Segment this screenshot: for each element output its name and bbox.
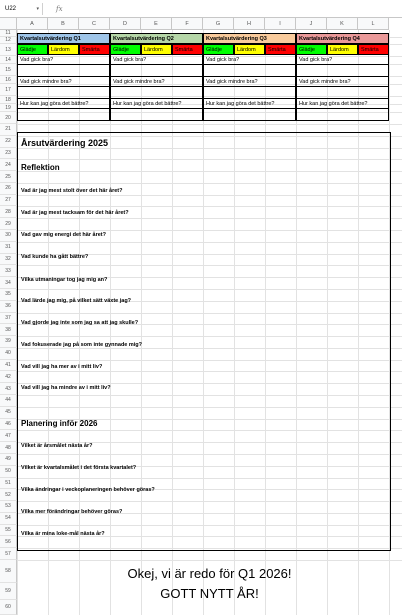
row-header[interactable]: 26 [0, 183, 17, 195]
row-header[interactable]: 13 [0, 44, 17, 56]
quarter-question-good[interactable]: Vad gick bra? [110, 55, 203, 65]
row-header[interactable]: 40 [0, 348, 17, 360]
quarter-title[interactable]: Kvartalsutvärdering Q2 [110, 33, 203, 44]
column-header[interactable]: C [79, 18, 110, 30]
row-header[interactable]: 43 [0, 383, 17, 395]
column-header[interactable]: L [358, 18, 389, 30]
row-header[interactable]: 19 [0, 104, 17, 112]
row-header[interactable]: 28 [0, 206, 17, 218]
closing-line-2: GOTT NYTT ÅR! [160, 586, 259, 601]
row-header[interactable]: 23 [0, 148, 17, 160]
row-header[interactable]: 59 [0, 583, 17, 600]
reflection-question[interactable]: Vilka utmaningar tog jag mig an? [21, 277, 108, 283]
row-header[interactable]: 50 [0, 466, 17, 478]
column-header[interactable]: H [234, 18, 265, 30]
fx-icon: fx [56, 5, 63, 13]
row-header[interactable]: 29 [0, 218, 17, 230]
row-header[interactable]: 18 [0, 96, 17, 104]
row-header[interactable]: 22 [0, 136, 17, 148]
row-header[interactable]: 53 [0, 501, 17, 513]
quarter-answer-cell[interactable] [296, 87, 389, 99]
row-header[interactable]: 39 [0, 336, 17, 348]
column-header[interactable]: G [203, 18, 234, 30]
row-header[interactable]: 41 [0, 360, 17, 372]
gridline [17, 124, 402, 125]
reflection-question[interactable]: Vad gjorde jag inte som jag sa att jag skulle? [21, 320, 139, 326]
planning-question[interactable]: Vilka mer förändringar behöver göras? [21, 509, 123, 515]
column-header[interactable]: F [172, 18, 203, 30]
quarter-question-less[interactable]: Vad gick mindre bra? [203, 77, 296, 87]
row-header[interactable]: 42 [0, 371, 17, 383]
badge-gladje[interactable]: Glädje [296, 44, 327, 55]
quarter-answer-cell[interactable] [17, 65, 110, 77]
badge-smarta[interactable]: Smärta [358, 44, 389, 55]
column-header[interactable]: J [296, 18, 327, 30]
quarter-question-better[interactable]: Hur kan jag göra det bättre? [110, 99, 203, 109]
row-header[interactable]: 30 [0, 230, 17, 242]
quarter-question-less[interactable]: Vad gick mindre bra? [110, 77, 203, 87]
row-header[interactable]: 46 [0, 419, 17, 431]
quarter-answer-cell[interactable] [203, 65, 296, 77]
planning-question[interactable]: Vilket är årsmålet nästa år? [21, 443, 93, 449]
row-header[interactable]: 32 [0, 254, 17, 266]
column-header[interactable]: I [265, 18, 296, 30]
name-box[interactable]: U22 ▾ [3, 3, 43, 15]
reflection-question[interactable]: Vad vill jag ha mindre av i mitt liv? [21, 385, 111, 391]
formula-bar [0, 0, 402, 18]
gridline [17, 560, 402, 561]
row-header[interactable]: 51 [0, 478, 17, 490]
row-header[interactable]: 58 [0, 560, 17, 583]
row-header[interactable]: 37 [0, 313, 17, 325]
reflection-question[interactable]: Vad gav mig energi det här året? [21, 232, 106, 238]
row-header[interactable]: 56 [0, 536, 17, 548]
column-header[interactable]: E [141, 18, 172, 30]
row-header[interactable]: 34 [0, 277, 17, 289]
quarter-question-better[interactable]: Hur kan jag göra det bättre? [203, 99, 296, 109]
row-header[interactable]: 11 [0, 30, 17, 37]
row-header[interactable]: 20 [0, 112, 17, 124]
row-header[interactable]: 21 [0, 124, 17, 136]
reflection-question[interactable]: Vad är jag mest tacksam för det här året? [21, 210, 129, 216]
quarter-answer-cell[interactable] [110, 87, 203, 99]
row-header[interactable]: 48 [0, 442, 17, 454]
reflection-question[interactable]: Vad är jag mest stolt över det här året? [21, 188, 123, 194]
row-header[interactable]: 44 [0, 395, 17, 407]
quarter-answer-cell[interactable] [203, 87, 296, 99]
row-header[interactable]: 12 [0, 37, 17, 44]
row-header[interactable]: 24 [0, 159, 17, 171]
badge-lardom[interactable]: Lärdom [48, 44, 79, 55]
badge-smarta[interactable]: Smärta [79, 44, 110, 55]
quarter-answer-cell[interactable] [17, 109, 110, 121]
row-header[interactable]: 49 [0, 454, 17, 466]
annual-title: Årsutvärdering 2025 [21, 138, 109, 148]
quarter-answer-cell[interactable] [17, 87, 110, 99]
quarter-title[interactable]: Kvartalsutvärdering Q4 [296, 33, 389, 44]
quarter-question-better[interactable]: Hur kan jag göra det bättre? [296, 99, 389, 109]
chevron-down-icon[interactable]: ▾ [36, 6, 39, 12]
row-header[interactable]: 52 [0, 489, 17, 501]
badge-smarta[interactable]: Smärta [172, 44, 203, 55]
planning-title: Planering inför 2026 [21, 419, 98, 428]
row-header[interactable]: 31 [0, 242, 17, 254]
select-all-corner[interactable] [0, 18, 17, 30]
planning-question[interactable]: Vilka är mina loke-mål nästa år? [21, 531, 105, 537]
reflection-question[interactable]: Vad kunde ha gått bättre? [21, 254, 89, 260]
column-header[interactable]: B [48, 18, 79, 30]
row-header[interactable]: 47 [0, 430, 17, 442]
quarter-question-less[interactable]: Vad gick mindre bra? [17, 77, 110, 87]
quarter-answer-cell[interactable] [203, 109, 296, 121]
row-header[interactable]: 45 [0, 407, 17, 419]
quarter-answer-cell[interactable] [296, 109, 389, 121]
quarter-question-good[interactable]: Vad gick bra? [203, 55, 296, 65]
row-header[interactable]: 55 [0, 525, 17, 537]
quarter-question-better[interactable]: Hur kan jag göra det bättre? [17, 99, 110, 109]
badge-lardom[interactable]: Lärdom [327, 44, 358, 55]
column-header[interactable]: A [17, 18, 48, 30]
reflection-question[interactable]: Vad vill jag ha mer av i mitt liv? [21, 364, 103, 370]
quarter-title[interactable]: Kvartalsutvärdering Q1 [17, 33, 110, 44]
quarter-answer-cell[interactable] [110, 109, 203, 121]
badge-gladje[interactable]: Glädje [110, 44, 141, 55]
badge-lardom[interactable]: Lärdom [141, 44, 172, 55]
quarter-answer-cell[interactable] [296, 65, 389, 77]
reflection-title: Reflektion [21, 163, 60, 172]
badge-smarta[interactable]: Smärta [265, 44, 296, 55]
row-header[interactable]: 57 [0, 548, 17, 560]
row-header[interactable]: 25 [0, 171, 17, 183]
row-header[interactable]: 14 [0, 56, 17, 64]
row-header[interactable]: 54 [0, 513, 17, 525]
row-header[interactable]: 38 [0, 324, 17, 336]
row-header[interactable]: 17 [0, 84, 17, 96]
quarter-answer-cell[interactable] [110, 65, 203, 77]
row-header[interactable]: 36 [0, 301, 17, 313]
reflection-question[interactable]: Vad lärde jag mig, på vilket sätt växte jag? [21, 298, 132, 304]
row-header[interactable]: 35 [0, 289, 17, 301]
reflection-question[interactable]: Vad fokuserade jag på som inte gynnade mig? [21, 342, 143, 348]
row-header[interactable]: 27 [0, 195, 17, 207]
quarter-question-good[interactable]: Vad gick bra? [17, 55, 110, 65]
quarter-question-good[interactable]: Vad gick bra? [296, 55, 389, 65]
badge-gladje[interactable]: Glädje [17, 44, 48, 55]
row-header[interactable]: 15 [0, 64, 17, 76]
planning-question[interactable]: Vilka ändringar i veckoplaneringen behöver göras? [21, 487, 155, 493]
column-header[interactable]: K [327, 18, 358, 30]
quarter-title[interactable]: Kvartalsutvärdering Q3 [203, 33, 296, 44]
planning-question[interactable]: Vilket är kvartalsmålet i det första kvartalet? [21, 465, 137, 471]
column-header[interactable]: D [110, 18, 141, 30]
quarter-question-less[interactable]: Vad gick mindre bra? [296, 77, 389, 87]
row-header[interactable]: 16 [0, 76, 17, 84]
badge-gladje[interactable]: Glädje [203, 44, 234, 55]
badge-lardom[interactable]: Lärdom [234, 44, 265, 55]
row-header[interactable]: 60 [0, 600, 17, 615]
row-header[interactable]: 33 [0, 265, 17, 277]
closing-line-1: Okej, vi är redo för Q1 2026! [127, 566, 292, 581]
